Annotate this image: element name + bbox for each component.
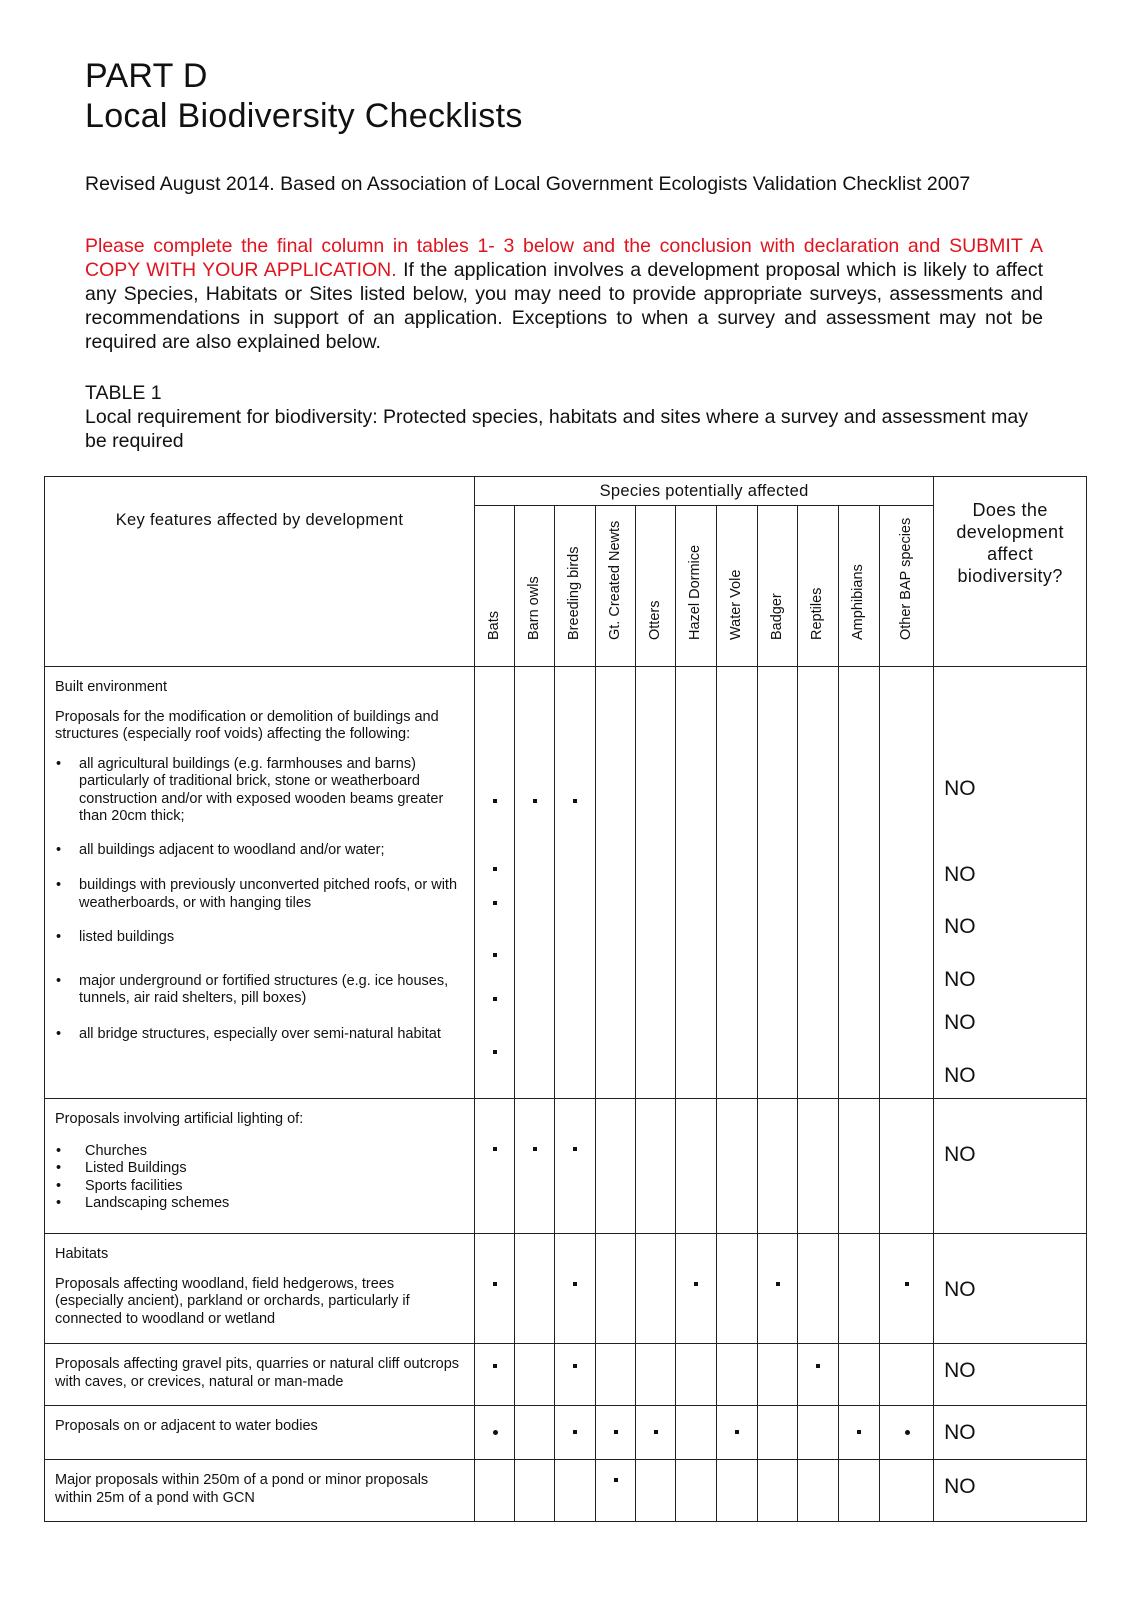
mark-cell-other-bap-species [880, 1099, 934, 1234]
list-item: • all bridge structures, especially over semi-natural habitat [55, 1026, 464, 1044]
mark-cell-barn-owls [515, 1344, 555, 1406]
applies-marker-icon [614, 1478, 618, 1482]
mark-cell-badger [758, 667, 798, 1099]
mark-cell-amphibians [839, 1460, 880, 1522]
feature-text: Proposals affecting woodland, field hedgerows, trees (especially ancient), parkland or orchards, particularly if connected to woodland or wetland [55, 1275, 410, 1327]
species-header-otters [636, 506, 676, 667]
applies-marker-icon [573, 1147, 577, 1151]
mark-cell-hazel-dormice [676, 1099, 717, 1234]
applies-marker-icon [857, 1430, 861, 1434]
species-header-gt-created-newts [596, 506, 636, 667]
mark-cell-hazel-dormice [676, 1344, 717, 1406]
species-label: Water Vole [728, 569, 744, 640]
list-item: • listed buildings [55, 929, 464, 947]
feature-cell [45, 1344, 475, 1406]
applies-marker-icon [776, 1282, 780, 1286]
mark-cell-gt-created-newts [596, 1406, 636, 1460]
list-item: • all buildings adjacent to woodland and/or water; [55, 842, 464, 860]
species-label: Hazel Dormice [687, 544, 703, 640]
list-item: • buildings with previously unconverted pitched roofs, or with weatherboards, or with hanging tiles [55, 877, 464, 912]
revision-note: Revised August 2014. Based on Association of Local Government Ecologists Validation Checklist 2007 [85, 173, 971, 195]
feature-cell [45, 1099, 475, 1234]
answer-value[interactable]: NO [944, 1278, 976, 1301]
answer-value[interactable]: NO [944, 1475, 976, 1498]
instruction-highlight: Please complete the final column in tables 1- 3 below and the conclusion with declaration and SUBMIT A COPY WITH YOUR APPLICATION. [85, 235, 1043, 281]
mark-cell-water-vole [717, 1460, 758, 1522]
mark-cell-otters [636, 1234, 676, 1344]
intro-body: If the application involves a development proposal which is likely to affect any Species, Habitats or Sites listed below, you may need to provide appropriate surveys, assessments and recommendations in support of an application. Exceptions to when a survey and assessment may not be required are also explained below. [85, 259, 1044, 353]
mark-cell-hazel-dormice [676, 1460, 717, 1522]
species-header-badger [758, 506, 798, 667]
mark-cell-other-bap-species [880, 1234, 934, 1344]
table-label: TABLE 1 [85, 382, 162, 404]
intro-paragraph [85, 234, 1043, 354]
table-row-water-bodies [45, 1406, 1087, 1460]
mark-cell-otters [636, 1099, 676, 1234]
mark-cell-hazel-dormice [676, 667, 717, 1099]
mark-cell-breeding-birds [555, 1406, 596, 1460]
species-header-reptiles [798, 506, 839, 667]
list-item: • all agricultural buildings (e.g. farmhouses and barns) particularly of traditional brick, stone or weatherboard construction and/or with exposed wooden beams greater than 20cm thick; [55, 756, 464, 826]
species-label: Bats [485, 610, 502, 640]
mark-cell-amphibians [839, 667, 880, 1099]
answer-value[interactable]: NO [944, 1421, 976, 1444]
applies-marker-icon [573, 799, 577, 803]
mark-cell-hazel-dormice [676, 1234, 717, 1344]
applies-marker-icon [493, 1430, 498, 1435]
applies-marker-icon [493, 867, 497, 871]
mark-cell-gt-created-newts [596, 1099, 636, 1234]
applies-marker-icon [493, 799, 497, 803]
mark-cell-reptiles [798, 1460, 839, 1522]
table-row-gravel-pits [45, 1344, 1087, 1406]
applies-marker-icon [533, 1147, 537, 1151]
affects-biodiversity-answer[interactable] [934, 1460, 1087, 1522]
mark-cell-reptiles [798, 1099, 839, 1234]
table-row-built-environment [45, 667, 1087, 1099]
feature-text: Proposals on or adjacent to water bodies [55, 1418, 318, 1434]
mark-cell-badger [758, 1099, 798, 1234]
mark-cell-otters [636, 1460, 676, 1522]
applies-marker-icon [493, 1364, 497, 1368]
species-header-other-bap-species [880, 506, 934, 667]
part-label: PART D [85, 57, 208, 95]
applies-marker-icon [573, 1430, 577, 1434]
mark-cell-breeding-birds [555, 1460, 596, 1522]
mark-cell-other-bap-species [880, 667, 934, 1099]
applies-marker-icon [493, 1147, 497, 1151]
answer-value[interactable]: NO [944, 968, 976, 991]
mark-cell-amphibians [839, 1234, 880, 1344]
mark-cell-amphibians [839, 1099, 880, 1234]
applies-marker-icon [816, 1364, 820, 1368]
affects-biodiversity-answer[interactable] [934, 667, 1087, 1099]
species-header-water-vole [717, 506, 758, 667]
mark-cell-otters [636, 1406, 676, 1460]
table-row-habitats [45, 1234, 1087, 1344]
mark-cell-reptiles [798, 667, 839, 1099]
table-description: Local requirement for biodiversity: Protected species, habitats and sites where a survey and assessment may be required [85, 406, 1028, 452]
section-heading: Habitats [55, 1246, 109, 1262]
mark-cell-other-bap-species [880, 1460, 934, 1522]
affects-biodiversity-answer[interactable] [934, 1344, 1087, 1406]
table-row-artificial-lighting [45, 1099, 1087, 1234]
mark-cell-barn-owls [515, 1460, 555, 1522]
mark-cell-bats [475, 1460, 515, 1522]
mark-cell-reptiles [798, 1344, 839, 1406]
answer-value[interactable]: NO [944, 1359, 976, 1382]
applies-marker-icon [493, 997, 497, 1001]
section-heading: Built environment [55, 679, 168, 695]
list-item: • Churches [55, 1143, 464, 1161]
species-header-barn-owls [515, 506, 555, 667]
answer-value[interactable]: NO [944, 915, 976, 938]
answer-value[interactable]: NO [944, 1064, 976, 1087]
mark-cell-badger [758, 1460, 798, 1522]
mark-cell-badger [758, 1234, 798, 1344]
answer-value[interactable]: NO [944, 777, 976, 800]
mark-cell-breeding-birds [555, 1234, 596, 1344]
mark-cell-barn-owls [515, 1406, 555, 1460]
document-title: Local Biodiversity Checklists [85, 97, 523, 135]
species-group-header: Species potentially affected [475, 477, 934, 506]
mark-cell-bats [475, 1406, 515, 1460]
mark-cell-bats [475, 1344, 515, 1406]
applies-marker-icon [493, 1050, 497, 1054]
affects-biodiversity-answer[interactable] [934, 1234, 1087, 1344]
applies-marker-icon [493, 1282, 497, 1286]
section-intro: Proposals involving artificial lighting of: [55, 1111, 304, 1127]
mark-cell-barn-owls [515, 667, 555, 1099]
answer-value[interactable]: NO [944, 1011, 976, 1034]
answer-value[interactable]: NO [944, 1143, 976, 1166]
affects-biodiversity-answer[interactable] [934, 1099, 1087, 1234]
feature-list [55, 1143, 464, 1213]
mark-cell-barn-owls [515, 1234, 555, 1344]
applies-marker-icon [533, 799, 537, 803]
applies-marker-icon [493, 901, 497, 905]
species-header-breeding-birds [555, 506, 596, 667]
mark-cell-water-vole [717, 1344, 758, 1406]
mark-cell-bats [475, 1099, 515, 1234]
applies-marker-icon [493, 953, 497, 957]
section-intro: Proposals for the modification or demolition of buildings and structures (especially roof voids) affecting the following: [55, 708, 439, 742]
feature-cell [45, 667, 475, 1099]
mark-cell-hazel-dormice [676, 1406, 717, 1460]
list-item: • Listed Buildings [55, 1160, 464, 1178]
applies-marker-icon [573, 1282, 577, 1286]
mark-cell-gt-created-newts [596, 1460, 636, 1522]
mark-cell-gt-created-newts [596, 1344, 636, 1406]
mark-cell-other-bap-species [880, 1406, 934, 1460]
affects-biodiversity-answer[interactable] [934, 1406, 1087, 1460]
applies-marker-icon [654, 1430, 658, 1434]
species-label: Amphibians [850, 564, 866, 640]
mark-cell-otters [636, 667, 676, 1099]
species-label: Reptiles [809, 587, 825, 640]
species-label: Otters [646, 600, 663, 640]
species-label: Barn owls [525, 576, 542, 640]
affects-biodiversity-header: Does the development affect biodiversity? [934, 477, 1087, 667]
feature-list [55, 756, 464, 1044]
species-label: Gt. Created Newts [606, 520, 623, 640]
applies-marker-icon [905, 1430, 910, 1435]
feature-text: Proposals affecting gravel pits, quarries or natural cliff outcrops with caves, or crevices, natural or man-made [55, 1356, 460, 1390]
applies-marker-icon [905, 1282, 909, 1286]
list-item: • Landscaping schemes [55, 1195, 464, 1213]
mark-cell-bats [475, 667, 515, 1099]
species-label: Breeding birds [566, 546, 582, 640]
table-caption [85, 381, 1045, 453]
species-label: Other BAP species [897, 517, 914, 640]
mark-cell-other-bap-species [880, 1344, 934, 1406]
mark-cell-amphibians [839, 1406, 880, 1460]
mark-cell-reptiles [798, 1406, 839, 1460]
mark-cell-water-vole [717, 1099, 758, 1234]
mark-cell-water-vole [717, 667, 758, 1099]
species-header-bats [475, 506, 515, 667]
list-item: • major underground or fortified structures (e.g. ice houses, tunnels, air raid shelters, pill boxes) [55, 973, 464, 1008]
species-header-hazel-dormice [676, 506, 717, 667]
mark-cell-water-vole [717, 1406, 758, 1460]
feature-cell [45, 1234, 475, 1344]
mark-cell-badger [758, 1344, 798, 1406]
applies-marker-icon [735, 1430, 739, 1434]
page-title [85, 56, 523, 136]
applies-marker-icon [694, 1282, 698, 1286]
mark-cell-reptiles [798, 1234, 839, 1344]
species-label: Badger [768, 593, 785, 640]
mark-cell-breeding-birds [555, 1099, 596, 1234]
mark-cell-gt-created-newts [596, 1234, 636, 1344]
mark-cell-water-vole [717, 1234, 758, 1344]
mark-cell-breeding-birds [555, 1344, 596, 1406]
list-item: • Sports facilities [55, 1178, 464, 1196]
applies-marker-icon [614, 1430, 618, 1434]
mark-cell-amphibians [839, 1344, 880, 1406]
mark-cell-breeding-birds [555, 667, 596, 1099]
table-row-pond-gcn [45, 1460, 1087, 1522]
mark-cell-bats [475, 1234, 515, 1344]
mark-cell-barn-owls [515, 1099, 555, 1234]
key-features-header: Key features affected by development [45, 477, 475, 667]
feature-cell [45, 1406, 475, 1460]
species-header-amphibians [839, 506, 880, 667]
mark-cell-badger [758, 1406, 798, 1460]
mark-cell-otters [636, 1344, 676, 1406]
mark-cell-gt-created-newts [596, 667, 636, 1099]
feature-text: Major proposals within 250m of a pond or minor proposals within 25m of a pond with GCN [55, 1472, 429, 1506]
biodiversity-checklist-table [44, 476, 1087, 1522]
answer-value[interactable]: NO [944, 863, 976, 886]
feature-cell [45, 1460, 475, 1522]
applies-marker-icon [573, 1364, 577, 1368]
